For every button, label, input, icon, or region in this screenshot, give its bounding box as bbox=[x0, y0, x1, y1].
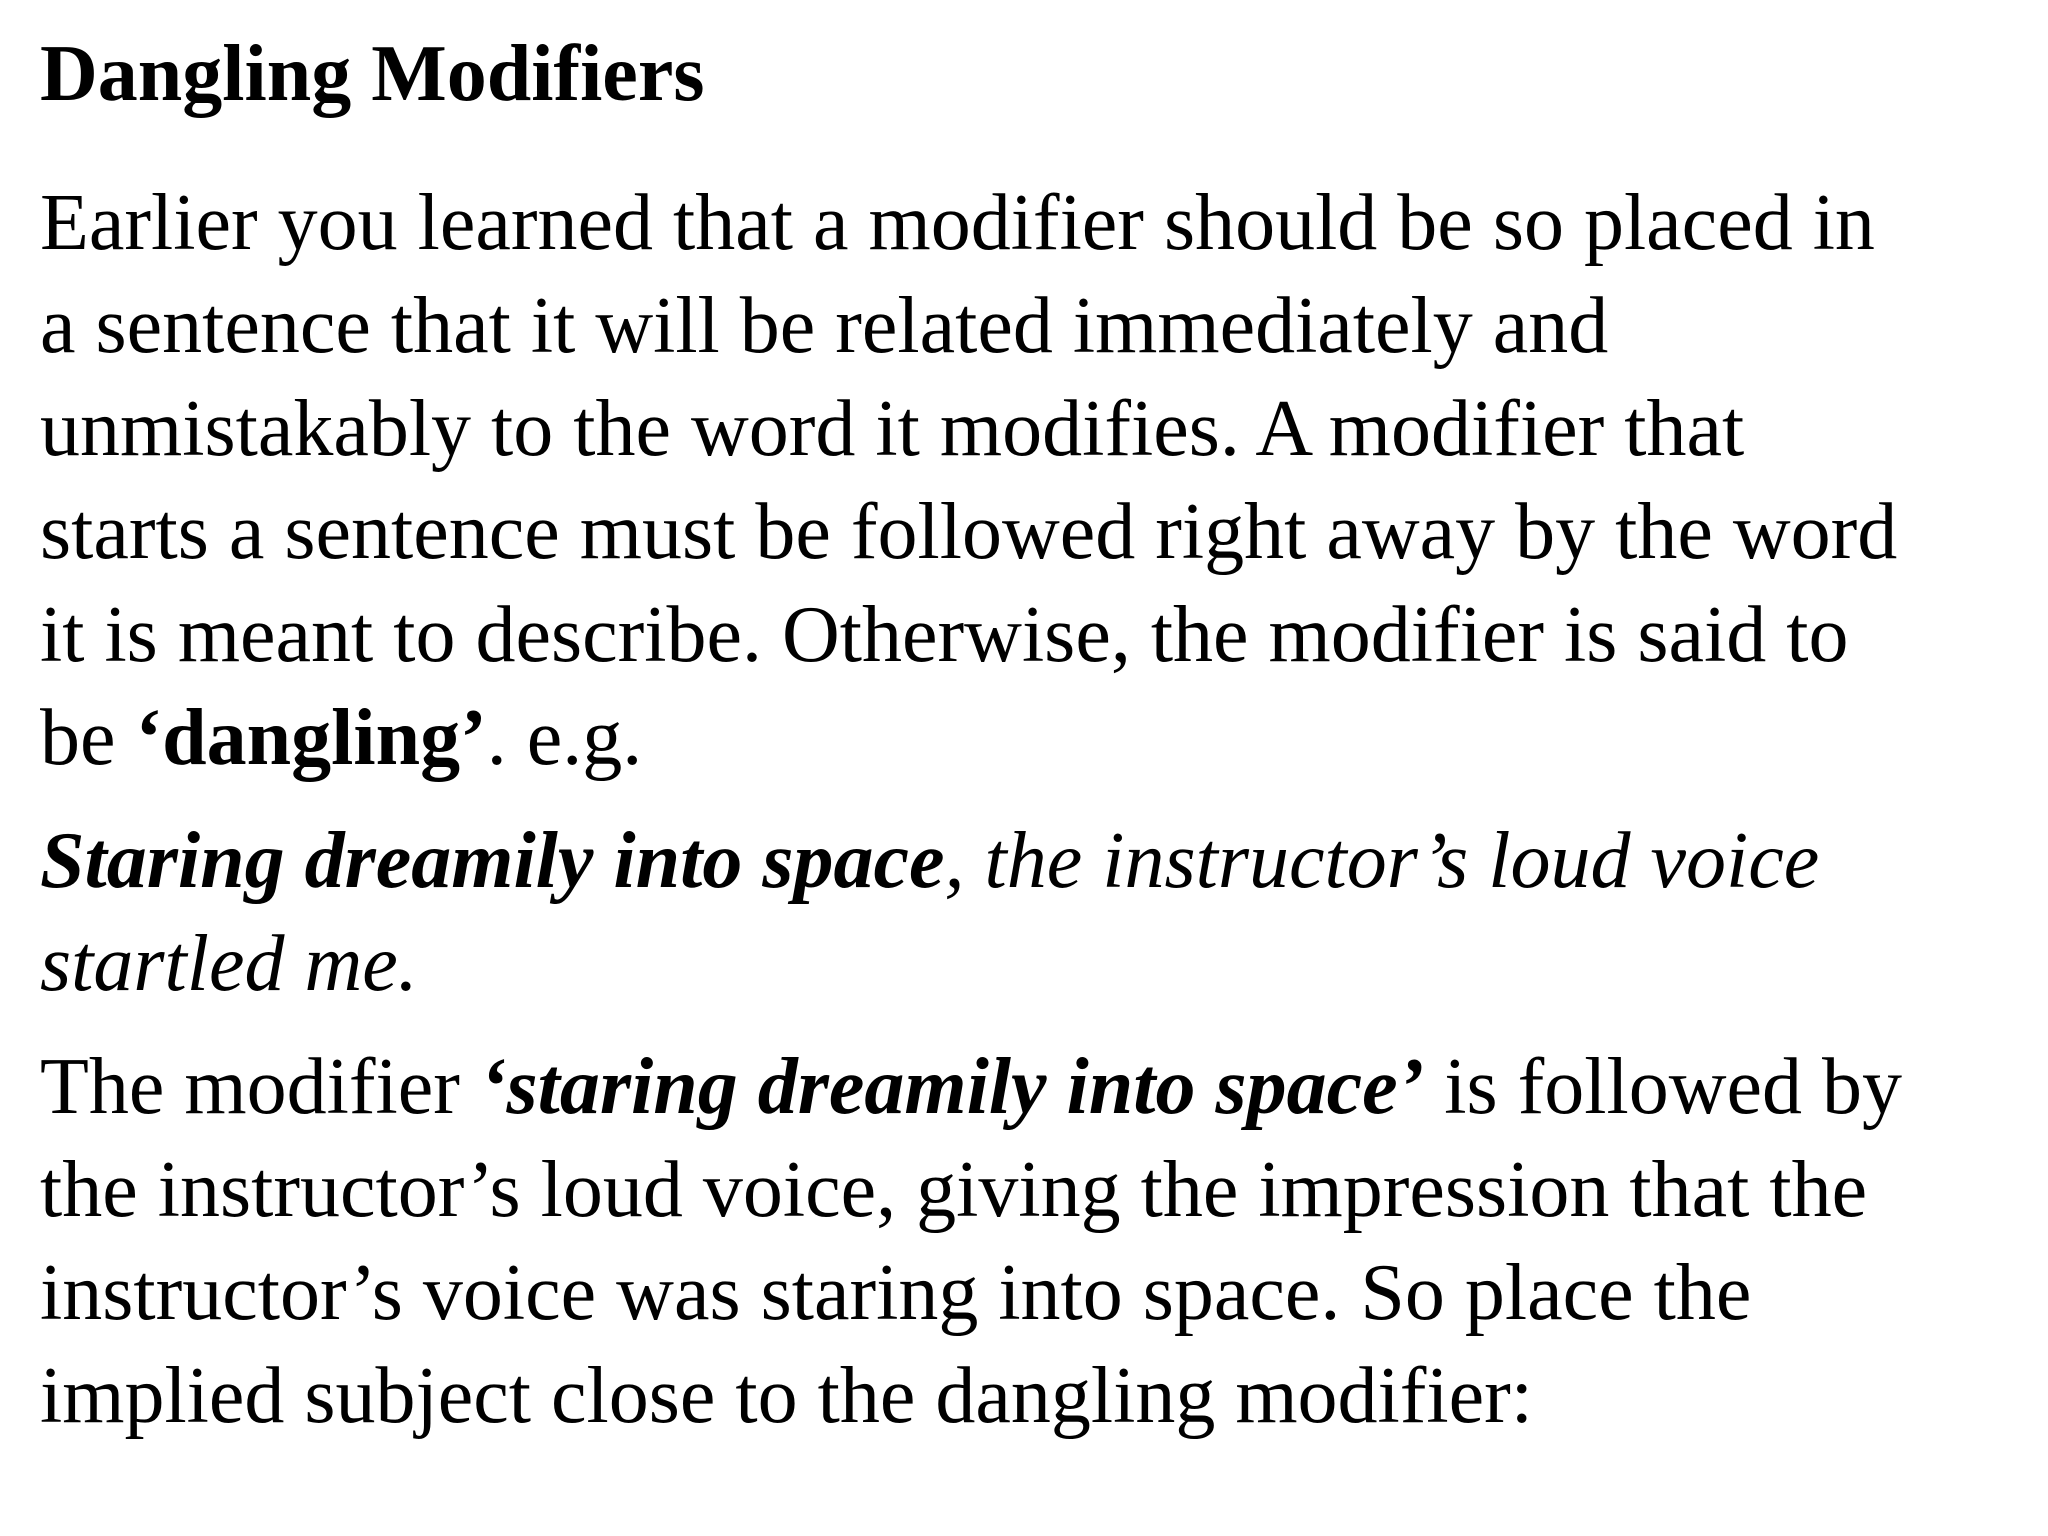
explanation-line1-start: The modifier bbox=[40, 1043, 480, 1131]
explanation-paragraph bbox=[40, 1036, 2048, 1448]
explanation-line1-end: is followed by bbox=[1424, 1043, 1902, 1131]
example-line: startled me. bbox=[40, 920, 418, 1008]
example-sentence bbox=[40, 810, 2048, 1016]
intro-line6-start: be bbox=[40, 694, 136, 782]
example-line bbox=[40, 810, 2048, 913]
quoted-modifier: ‘staring dreamily into space’ bbox=[479, 1043, 1425, 1131]
explanation-line bbox=[40, 1036, 2048, 1139]
page-title: Dangling Modifiers bbox=[40, 30, 705, 118]
explanation-line: implied subject close to the dangling modifier: bbox=[40, 1352, 1534, 1440]
intro-line6-end: . e.g. bbox=[486, 694, 643, 782]
explanation-line: the instructor’s loud voice, giving the impression that the bbox=[40, 1146, 1868, 1234]
intro-paragraph bbox=[40, 172, 2048, 790]
intro-line: it is meant to describe. Otherwise, the modifier is said to bbox=[40, 591, 1849, 679]
example-line1-rest: , the instructor’s loud voice bbox=[944, 817, 1820, 905]
explanation-line: instructor’s voice was staring into space. So place the bbox=[40, 1249, 1752, 1337]
intro-line: starts a sentence must be followed right away by the word bbox=[40, 488, 1898, 576]
dangling-term: ‘dangling’ bbox=[135, 694, 487, 782]
intro-line: unmistakably to the word it modifies. A modifier that bbox=[40, 385, 1745, 473]
example-modifier: Staring dreamily into space bbox=[40, 817, 945, 905]
intro-line: a sentence that it will be related immediately and bbox=[40, 282, 1609, 370]
intro-line: Earlier you learned that a modifier should be so placed in bbox=[40, 179, 1875, 267]
intro-line bbox=[40, 687, 2048, 790]
